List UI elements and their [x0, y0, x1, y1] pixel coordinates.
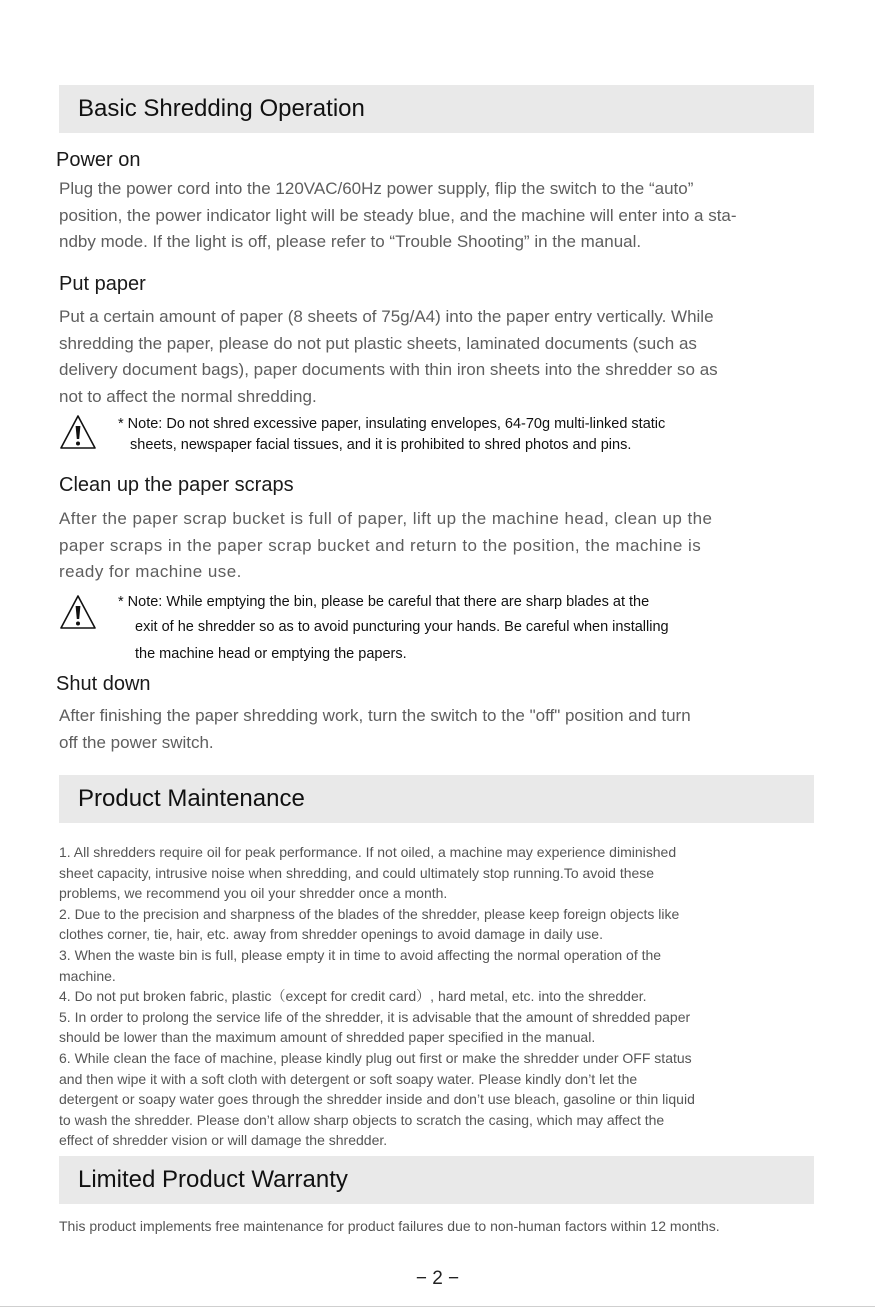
- note-clean-up: [56, 592, 816, 670]
- maintenance-line: detergent or soapy water goes through the shredder inside and don’t use bleach, gasoline or thin liquid: [59, 1091, 695, 1108]
- text-line: Plug the power cord into the 120VAC/60Hz power supply, flip the switch to the “auto”: [59, 179, 694, 198]
- paragraph-clean-up: [59, 506, 819, 586]
- section-banner-limited-warranty: [59, 1156, 814, 1204]
- maintenance-line: and then wipe it with a soft cloth with detergent or soft soapy water. Please kindly don’t let the: [59, 1070, 638, 1087]
- bottom-divider: [0, 1306, 875, 1307]
- text-line: position, the power indicator light will be steady blue, and the machine will enter into a sta-: [59, 205, 737, 225]
- subheading-shut-down: Shut down: [56, 673, 151, 695]
- warranty-text: This product implements free maintenance for product failures due to non-human factors within 12 months.: [59, 1218, 720, 1234]
- subheading-clean-up: Clean up the paper scraps: [59, 474, 294, 496]
- page-number: − 2 −: [415, 1268, 460, 1289]
- text-line: off the power switch.: [59, 732, 214, 752]
- text-line: Put a certain amount of paper (8 sheets of 75g/A4) into the paper entry vertically. While: [59, 307, 714, 326]
- note-line: exit of he shredder so as to avoid puncturing your hands. Be careful when installing: [135, 619, 669, 635]
- warning-triangle-icon: [59, 414, 97, 450]
- note-line: the machine head or emptying the papers.: [135, 646, 407, 662]
- paragraph-power-on: [59, 176, 819, 256]
- text-line: ndby mode. If the light is off, please refer to “Trouble Shooting” in the manual.: [59, 232, 642, 251]
- maintenance-line: clothes corner, tie, hair, etc. away from shredder openings to avoid damage in daily use.: [59, 926, 603, 943]
- note-line: * Note: Do not shred excessive paper, insulating envelopes, 64-70g multi-linked static: [118, 416, 666, 432]
- text-line: not to affect the normal shredding.: [59, 386, 317, 406]
- maintenance-line: 5. In order to prolong the service life of the shredder, it is advisable that the amount of shredded paper: [59, 1008, 691, 1025]
- text-line: ready for machine use.: [59, 562, 242, 581]
- section-title: Limited Product Warranty: [78, 1166, 348, 1193]
- maintenance-line: effect of shredder vision or will damage the shredder.: [59, 1132, 388, 1149]
- section-title: Basic Shredding Operation: [78, 95, 365, 122]
- paragraph-shut-down: [59, 703, 819, 756]
- text-line: paper scraps in the paper scrap bucket and return to the position, the machine is: [59, 535, 702, 555]
- note-line: * Note: While emptying the bin, please be careful that there are sharp blades at the: [118, 594, 650, 610]
- maintenance-line: sheet capacity, intrusive noise when shredding, and could ultimately stop running.To avoid these: [59, 864, 655, 881]
- note-line: sheets, newspaper facial tissues, and it is prohibited to shred photos and pins.: [130, 437, 632, 453]
- text-line: After the paper scrap bucket is full of paper, lift up the machine head, clean up the: [59, 509, 713, 528]
- text-line: delivery document bags), paper documents with thin iron sheets into the shredder so as: [59, 360, 718, 379]
- maintenance-line: 1. All shredders require oil for peak performance. If not oiled, a machine may experience diminished: [59, 844, 677, 860]
- maintenance-line: machine.: [59, 967, 116, 984]
- section-title: Product Maintenance: [78, 785, 305, 812]
- section-banner-product-maintenance: [59, 775, 814, 823]
- maintenance-line: to wash the shredder. Please don’t allow sharp objects to scratch the casing, which may affect the: [59, 1111, 665, 1128]
- maintenance-line: 4. Do not put broken fabric, plastic（except for credit card）, hard metal, etc. into the shredder.: [59, 988, 647, 1005]
- subheading-power-on: Power on: [56, 149, 141, 171]
- warning-triangle-icon: [59, 594, 97, 630]
- maintenance-list: [59, 842, 819, 1151]
- maintenance-line: 2. Due to the precision and sharpness of the blades of the shredder, please keep foreign objects like: [59, 905, 680, 922]
- subheading-put-paper: Put paper: [59, 273, 146, 295]
- paragraph-put-paper: [59, 304, 819, 410]
- maintenance-line: should be lower than the maximum amount of shredded paper specified in the manual.: [59, 1029, 596, 1046]
- maintenance-line: 6. While clean the face of machine, please kindly plug out first or make the shredder under OFF status: [59, 1049, 692, 1066]
- text-line: shredding the paper, please do not put plastic sheets, laminated documents (such as: [59, 333, 697, 353]
- section-banner-basic-shredding: [59, 85, 814, 133]
- maintenance-line: 3. When the waste bin is full, please empty it in time to avoid affecting the normal operation of the: [59, 946, 662, 963]
- text-line: After finishing the paper shredding work, turn the switch to the "off" position and turn: [59, 706, 691, 725]
- maintenance-line: problems, we recommend you oil your shredder once a month.: [59, 885, 448, 902]
- note-put-paper: [56, 414, 816, 464]
